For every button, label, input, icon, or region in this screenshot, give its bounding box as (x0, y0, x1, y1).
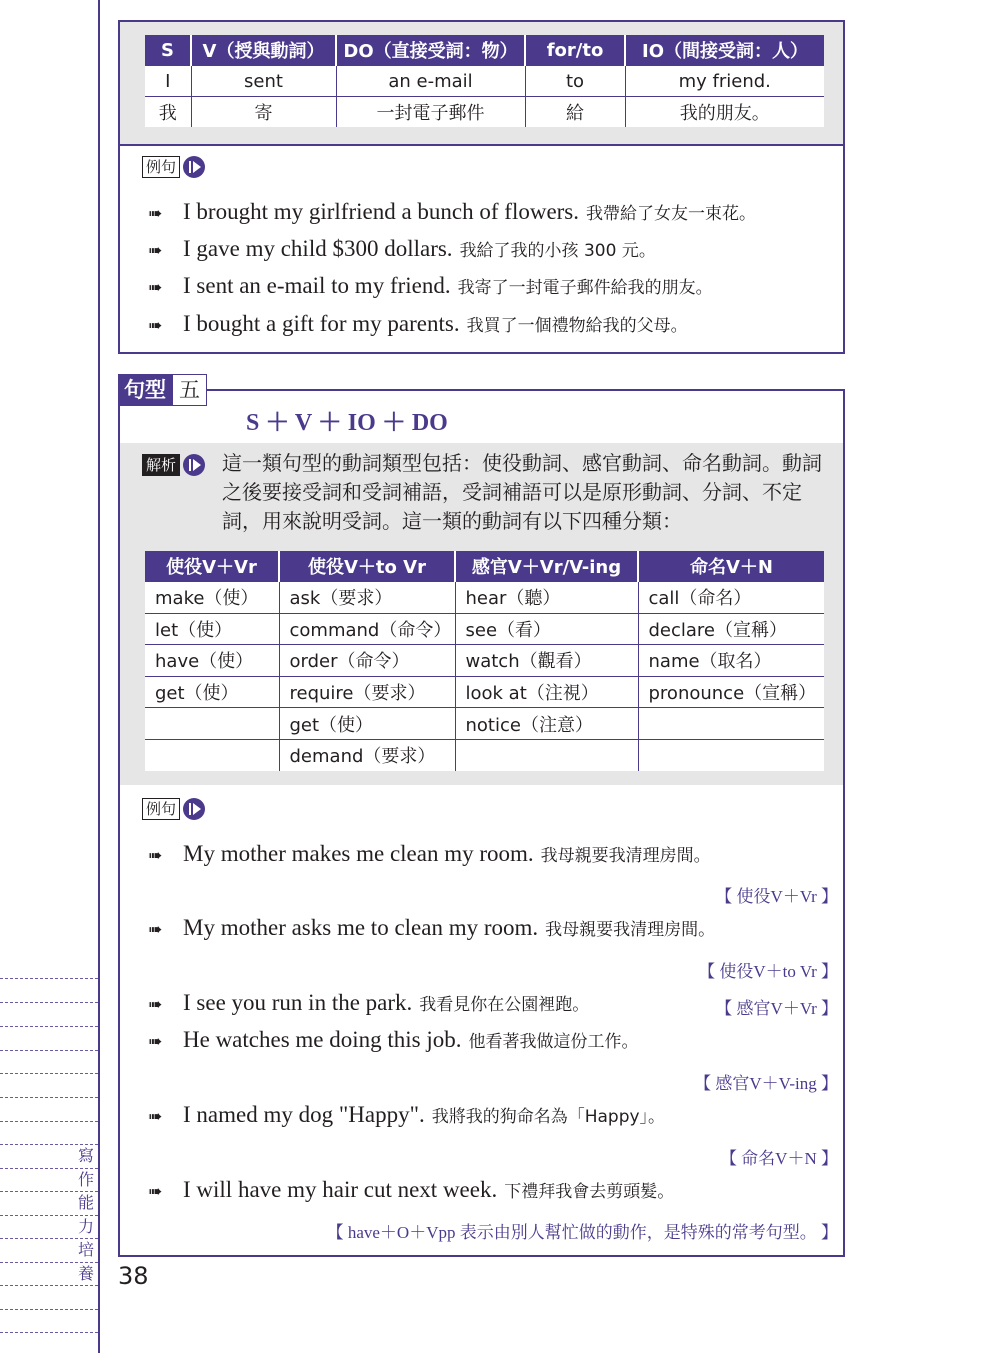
example-english: I brought my girlfriend a bunch of flowers. (183, 199, 580, 224)
table-header: for/to (525, 35, 625, 66)
arrow-icon: ➠ (148, 846, 163, 866)
table-row (145, 708, 824, 740)
play-icon (183, 798, 205, 820)
side-label-char: 作 (77, 1170, 94, 1189)
example-tag-label: 例句 (142, 798, 180, 820)
side-label-char: 力 (77, 1217, 94, 1236)
example-english: My mother asks me to clean my room. (183, 915, 539, 940)
table-row (145, 66, 824, 97)
example-sentence (148, 990, 589, 1016)
example-sentence (148, 1102, 665, 1128)
arrow-icon: ➠ (148, 241, 163, 261)
example-english: I named my dog "Happy". (183, 1102, 425, 1127)
table-cell: sent (191, 66, 336, 97)
example-sentence (148, 236, 656, 262)
example-english: I will have my hair cut next week. (183, 1177, 498, 1202)
table-cell: pronounce（宣稱） (638, 676, 824, 708)
table-cell (455, 739, 638, 770)
example-chinese: 他看著我做這份工作。 (468, 1032, 639, 1052)
table-cell: require（要求） (279, 676, 455, 708)
table-cell (145, 708, 279, 740)
play-icon (183, 454, 205, 476)
table-cell: 我的朋友。 (625, 97, 824, 128)
table-cell: watch（觀看） (455, 645, 638, 677)
verb-category-table (145, 551, 824, 771)
table-header: 命名V＋N (638, 551, 824, 582)
table-header: IO（間接受詞：人） (625, 35, 824, 66)
table-row (145, 97, 824, 128)
example-sentence (148, 199, 756, 225)
example-sentence (148, 841, 711, 867)
table-cell: 一封電子郵件 (336, 97, 525, 128)
margin-dotted-line (0, 1097, 98, 1098)
table-cell: I (145, 66, 191, 97)
example-sentence (148, 915, 715, 941)
arrow-icon: ➠ (148, 204, 163, 224)
grammar-note: 【 使役V＋Vr 】 (715, 887, 838, 906)
pattern-number: 五 (172, 374, 207, 406)
table-cell: 給 (525, 97, 625, 128)
example-sentence (148, 311, 688, 337)
table-header-row (145, 551, 824, 582)
margin-dotted-line (0, 1073, 98, 1074)
pattern-four-table (145, 35, 824, 127)
table-header: V（授與動詞） (191, 35, 336, 66)
example-sentence (148, 1027, 639, 1053)
table-cell: have（使） (145, 645, 279, 677)
table-row (145, 582, 824, 614)
example-english: I gave my child $300 dollars. (183, 236, 453, 261)
table-cell: to (525, 66, 625, 97)
arrow-icon: ➠ (148, 1182, 163, 1202)
table-cell: hear（聽） (455, 582, 638, 614)
table-header: 使役V＋Vr (145, 551, 279, 582)
table-cell: my friend. (625, 66, 824, 97)
example-chinese: 我給了我的小孩 300 元。 (459, 241, 656, 261)
table-cell (145, 739, 279, 770)
margin-rule (98, 0, 100, 1353)
example-english: He watches me doing this job. (183, 1027, 462, 1052)
pattern-label (118, 374, 207, 406)
example-chinese: 下禮拜我會去剪頭髮。 (504, 1182, 675, 1202)
example-chinese: 我帶給了女友一束花。 (586, 204, 757, 224)
table-cell (638, 739, 824, 770)
margin-dotted-line (0, 1121, 98, 1122)
example-sentence (148, 273, 713, 299)
example-english: My mother makes me clean my room. (183, 841, 534, 866)
table-row (145, 676, 824, 708)
table-cell: command（命令） (279, 613, 455, 645)
table-cell: look at（注視） (455, 676, 638, 708)
margin-dotted-line (0, 1050, 98, 1051)
example-english: I bought a gift for my parents. (183, 311, 460, 336)
table-cell: make（使） (145, 582, 279, 614)
table-cell: an e-mail (336, 66, 525, 97)
table-cell: order（命令） (279, 645, 455, 677)
example-english: I sent an e-mail to my friend. (183, 273, 451, 298)
table-row (145, 613, 824, 645)
analysis-tag-label: 解析 (142, 454, 180, 476)
table-header: S (145, 35, 191, 66)
example-chinese: 我母親要我清理房間。 (540, 846, 711, 866)
example-tag (142, 798, 205, 820)
table-row (145, 645, 824, 677)
grammar-note: 【 感官V＋V-ing 】 (694, 1074, 838, 1093)
margin-dotted-line (0, 978, 98, 979)
margin-dotted-line (0, 1026, 98, 1027)
margin-dotted-line (0, 1332, 98, 1333)
table-cell: call（命名） (638, 582, 824, 614)
example-english: I see you run in the park. (183, 990, 413, 1015)
table-cell: name（取名） (638, 645, 824, 677)
table-cell: notice（注意） (455, 708, 638, 740)
table-header: DO（直接受詞：物） (336, 35, 525, 66)
example-chinese: 我買了一個禮物給我的父母。 (466, 316, 688, 336)
arrow-icon: ➠ (148, 920, 163, 940)
arrow-icon: ➠ (148, 1107, 163, 1127)
table-cell: let（使） (145, 613, 279, 645)
side-label-char: 寫 (77, 1146, 94, 1165)
side-label-char: 能 (77, 1193, 94, 1212)
arrow-icon: ➠ (148, 316, 163, 336)
example-chinese: 我寄了一封電子郵件給我的朋友。 (457, 278, 713, 298)
table-cell: demand（要求） (279, 739, 455, 770)
arrow-icon: ➠ (148, 1032, 163, 1052)
analysis-tag (142, 454, 205, 476)
example-sentence (148, 1177, 674, 1203)
arrow-icon: ➠ (148, 278, 163, 298)
arrow-icon: ➠ (148, 995, 163, 1015)
table-cell: see（看） (455, 613, 638, 645)
divider (120, 144, 843, 146)
pattern-formula: S ＋ V ＋ IO ＋ DO (246, 410, 448, 436)
example-chinese: 我母親要我清理房間。 (545, 920, 716, 940)
grammar-note: 【 have＋O＋Vpp 表示由別人幫忙做的動作，是特殊的常考句型。 】 (326, 1223, 838, 1242)
example-chinese: 我將我的狗命名為「Happy」。 (431, 1107, 666, 1127)
pattern-label-text: 句型 (118, 374, 172, 406)
play-icon (183, 156, 205, 178)
example-chinese: 我看見你在公園裡跑。 (419, 995, 590, 1015)
analysis-text: 這一類句型的動詞類型包括：使役動詞、感官動詞、命名動詞。動詞之後要接受詞和受詞補語，受詞補語可以是原形動詞、分詞、不定詞，用來說明受詞。這一類的動詞有以下四種分類： (222, 451, 822, 533)
grammar-note: 【 感官V＋Vr 】 (715, 999, 838, 1018)
table-header-row (145, 35, 824, 66)
side-label-char: 培 (77, 1240, 94, 1259)
table-row (145, 739, 824, 770)
table-cell: 我 (145, 97, 191, 128)
table-cell: declare（宣稱） (638, 613, 824, 645)
table-cell: get（使） (145, 676, 279, 708)
grammar-note: 【 命名V＋N 】 (719, 1149, 838, 1168)
side-label-char: 養 (77, 1264, 94, 1283)
table-cell: ask（要求） (279, 582, 455, 614)
page-number: 38 (118, 1262, 149, 1290)
table-cell: get（使） (279, 708, 455, 740)
margin-dotted-line (0, 1309, 98, 1310)
example-tag (142, 156, 205, 178)
table-cell: 寄 (191, 97, 336, 128)
grammar-note: 【 使役V＋to Vr 】 (698, 962, 838, 981)
table-header: 感官V＋Vr/V-ing (455, 551, 638, 582)
table-cell (638, 708, 824, 740)
margin-dotted-line (0, 1002, 98, 1003)
table-header: 使役V＋to Vr (279, 551, 455, 582)
example-tag-label: 例句 (142, 156, 180, 178)
